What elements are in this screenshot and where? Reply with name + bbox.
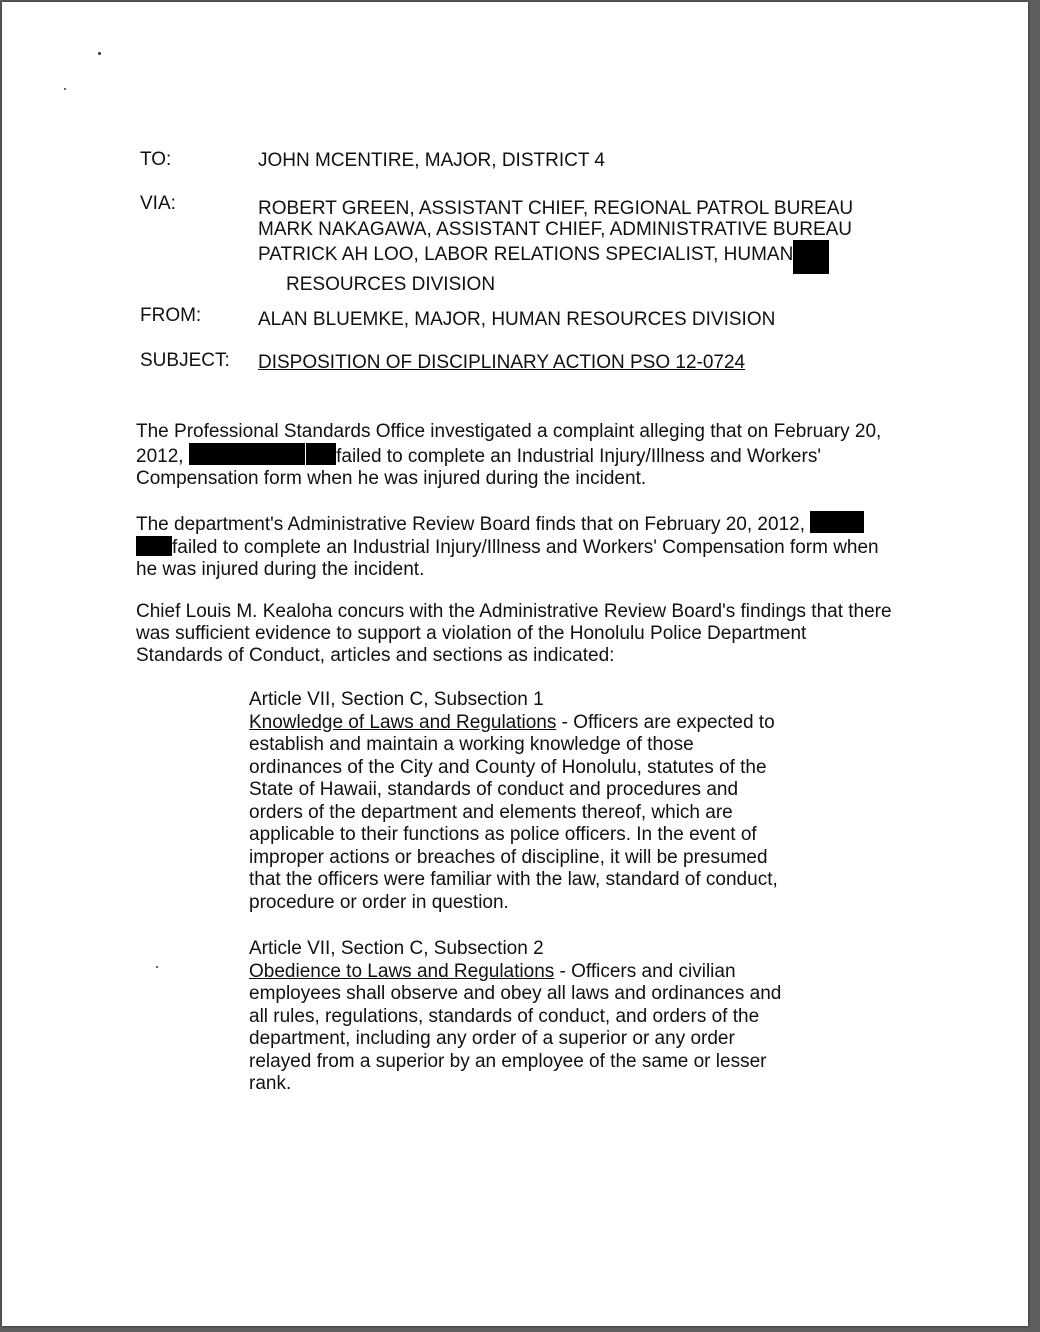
paragraph-1	[136, 421, 891, 490]
via-block	[258, 198, 853, 295]
article-1-text: - Officers are expected to establish and maintain a working knowledge of those ordinances of the City and County of Honolulu, statutes of the State of Hawaii, standards of conduct and procedures and orders of the department and elements thereof, which are applicable to their functions as police officers. In the event of improper actions or breaches of discipline, it will be presumed that the officers were familiar with the law, standard of conduct, procedure or order in question.	[249, 711, 778, 913]
article-1	[249, 689, 789, 914]
via-line: ROBERT GREEN, ASSISTANT CHIEF, REGIONAL PATROL BUREAU	[258, 198, 854, 219]
paragraph-3: Chief Louis M. Kealoha concurs with the Administrative Review Board's findings that there was sufficient evidence to support a violation of the Honolulu Police Department Standards of Conduct, articles and sections as indicated:	[136, 601, 892, 666]
subject-label: SUBJECT:	[140, 350, 230, 371]
redaction-box	[810, 511, 864, 533]
redaction-box	[793, 240, 829, 274]
to-value: JOHN MCENTIRE, MAJOR, DISTRICT 4	[258, 150, 605, 171]
article-2-title: Obedience to Laws and Regulations	[249, 960, 555, 982]
paragraph-2-text: The department's Administrative Review Board finds that on February 20, 2012,	[136, 514, 805, 535]
via-label: VIA:	[140, 193, 176, 214]
from-value: ALAN BLUEMKE, MAJOR, HUMAN RESOURCES DIVISION	[258, 309, 776, 330]
article-1-heading: Article VII, Section C, Subsection 1	[249, 689, 544, 710]
paragraph-1-text: failed to complete an Industrial Injury/Illness and Workers' Compensation form when he was injured during the incident.	[136, 446, 821, 489]
redaction-box	[189, 443, 305, 465]
scan-speck	[98, 52, 101, 55]
redaction-box	[306, 443, 336, 465]
article-2-text: - Officers and civilian employees shall observe and obey all laws and ordinances and all rules, regulations, standards of conduct, and orders of the department, including any order of a superior or any order relayed from a superior by an employee of the same or lesser rank.	[249, 960, 782, 1094]
to-label: TO:	[140, 149, 172, 170]
from-label: FROM:	[140, 305, 202, 326]
article-1-title: Knowledge of Laws and Regulations	[249, 711, 557, 733]
scan-speck	[64, 88, 66, 90]
redaction-box	[136, 536, 172, 556]
paragraph-2-text: failed to complete an Industrial Injury/Illness and Workers' Compensation form when he was injured during the incident.	[136, 537, 879, 580]
scan-speck	[156, 966, 158, 968]
via-line: MARK NAKAGAWA, ASSISTANT CHIEF, ADMINISTRATIVE BUREAU	[258, 219, 853, 240]
paragraph-1-text: The Professional Standards Office investigated a complaint alleging that on February 20, 2012,	[136, 421, 882, 467]
article-2-heading: Article VII, Section C, Subsection 2	[249, 938, 544, 959]
paragraph-2	[136, 511, 891, 581]
article-2	[249, 938, 784, 1096]
subject-value: DISPOSITION OF DISCIPLINARY ACTION PSO 12-0724	[258, 352, 746, 373]
document-page	[2, 2, 1028, 1326]
via-line: RESOURCES DIVISION	[286, 274, 496, 295]
via-line: PATRICK AH LOO, LABOR RELATIONS SPECIALIST, HUMAN	[258, 244, 794, 265]
